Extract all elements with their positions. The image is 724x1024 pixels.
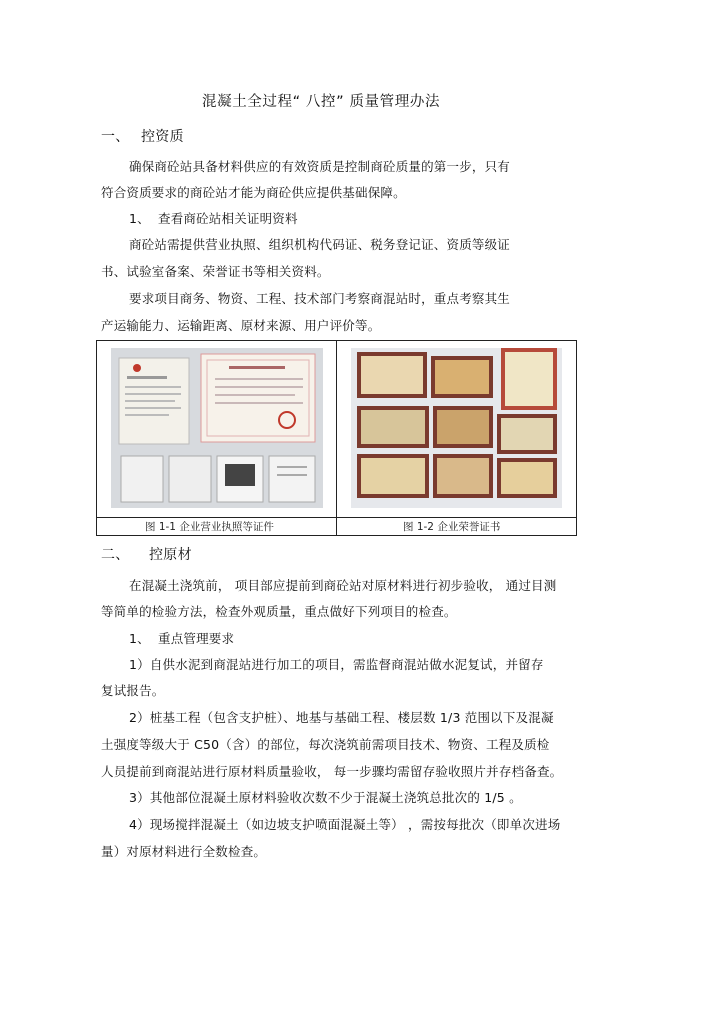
list-item: 4）现场搅拌混凝土（如边坡支护喷面混凝土等） ，需按每批次（即单次进场: [129, 817, 561, 832]
figure-1-caption: 图 1-1 企业营业执照等证件: [145, 521, 274, 533]
section-2-heading-number: 二、: [101, 547, 130, 563]
section-1-paragraph-line: 要求项目商务、物资、工程、技术部门考察商混站时，重点考察其生: [129, 291, 511, 306]
business-license-photo: [111, 348, 323, 508]
caption-separator: [97, 517, 577, 518]
figure-2-caption: 图 1-2 企业荣誉证书: [403, 521, 501, 533]
subheading: 重点管理要求: [158, 631, 235, 646]
section-2-heading: 控原材: [149, 547, 192, 563]
list-item: 2）桩基工程（包含支护桩）、地基与基础工程、楼层数 1/3 范围以下及混凝: [129, 710, 554, 725]
subheading: 查看商砼站相关证明资料: [158, 211, 298, 226]
section-1-paragraph-line: 书、试验室备案、荣誉证书等相关资料。: [101, 264, 330, 279]
figure-divider: [336, 341, 337, 536]
list-item: 人员提前到商混站进行原材料质量验收， 每一步骤均需留存验收照片并存档备查。: [101, 764, 563, 779]
section-1-paragraph-line: 产运输能力、运输距离、原材来源、用户评价等。: [101, 318, 381, 333]
list-item: 量）对原材料进行全数检查。: [101, 844, 267, 859]
figure-table: [96, 340, 577, 536]
list-item: 1）自供水泥到商混站进行加工的项目，需监督商混站做水泥复试，并留存: [129, 657, 544, 672]
subheading-number: 1、: [129, 631, 150, 646]
section-1-heading-number: 一、: [101, 129, 130, 145]
section-2-paragraph-line: 等简单的检验方法，检查外观质量，重点做好下列项目的检查。: [101, 604, 457, 619]
section-1-paragraph-line: 确保商砼站具备材料供应的有效资质是控制商砼质量的第一步，只有: [129, 159, 511, 174]
section-1-paragraph-line: 商砼站需提供营业执照、组织机构代码证、税务登记证、资质等级证: [129, 237, 511, 252]
list-item: 复试报告。: [101, 683, 165, 698]
honor-certificates-photo: [351, 348, 562, 508]
section-1-heading: 控资质: [141, 129, 184, 145]
subheading-number: 1、: [129, 211, 150, 226]
page-title: 混凝土全过程“ 八控” 质量管理办法: [202, 94, 441, 110]
section-1-paragraph-line: 符合资质要求的商砼站才能为商砼供应提供基础保障。: [101, 185, 406, 200]
section-2-paragraph-line: 在混凝土浇筑前， 项目部应提前到商砼站对原材料进行初步验收， 通过目测: [129, 578, 557, 593]
list-item: 3）其他部位混凝土原材料验收次数不少于混凝土浇筑总批次的 1/5 。: [129, 790, 522, 805]
list-item: 土强度等级大于 C50（含）的部位，每次浇筑前需项目技术、物资、工程及质检: [101, 737, 550, 752]
